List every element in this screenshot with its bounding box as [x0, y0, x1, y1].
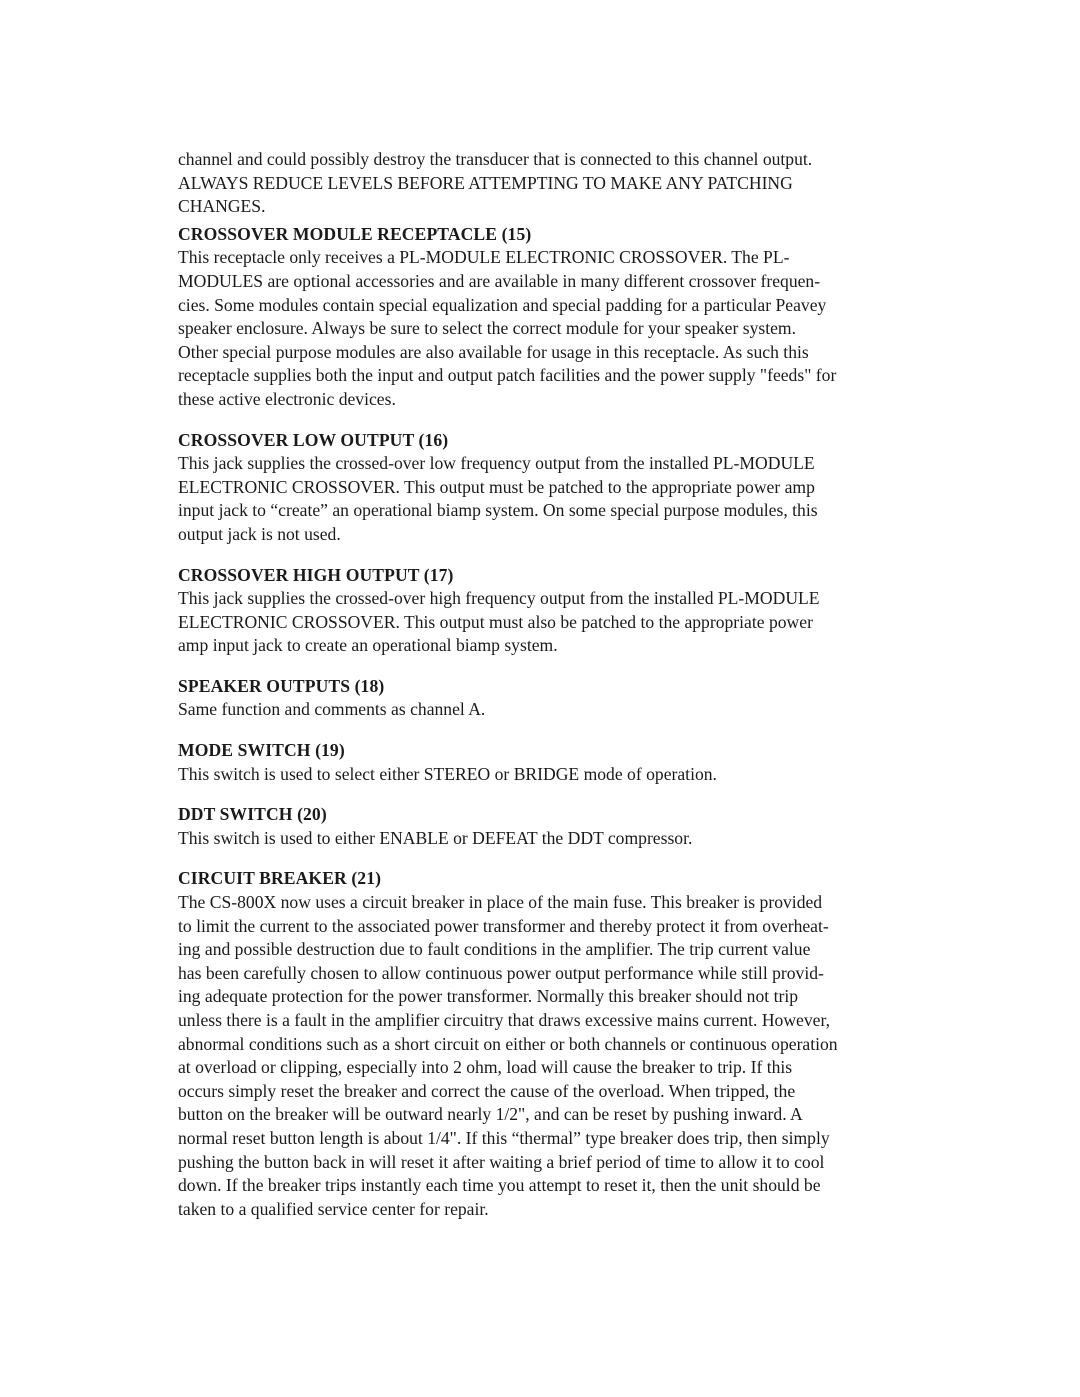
text-line: speaker enclosure. Always be sure to select the correct module for your speaker system. [178, 318, 797, 339]
section-heading: DDT SWITCH (20) [178, 804, 327, 825]
text-line: taken to a qualified service center for repair. [178, 1198, 489, 1219]
text-line: ELECTRONIC CROSSOVER. This output must also be patched to the appropriate power [178, 611, 813, 632]
text-line: receptacle supplies both the input and output patch facilities and the power supply "feeds" for [178, 365, 837, 386]
text-line: input jack to “create” an operational biamp system. On some special purpose modules, this [178, 500, 818, 521]
section-circuit-breaker [178, 867, 923, 1221]
section-heading: MODE SWITCH (19) [178, 740, 345, 761]
text-line: The CS-800X now uses a circuit breaker in place of the main fuse. This breaker is provided [178, 892, 823, 913]
text-line: This jack supplies the crossed-over low frequency output from the installed PL-MODULE [178, 453, 815, 474]
text-line: CHANGES. [178, 196, 266, 217]
text-line: abnormal conditions such as a short circuit on either or both channels or continuous operation [178, 1033, 838, 1054]
text-line: ALWAYS REDUCE LEVELS BEFORE ATTEMPTING TO MAKE ANY PATCHING [178, 172, 793, 193]
text-line: ELECTRONIC CROSSOVER. This output must be patched to the appropriate power amp [178, 476, 815, 497]
text-line: ing adequate protection for the power transformer. Normally this breaker should not trip [178, 986, 798, 1007]
section-mode-switch [178, 739, 923, 786]
text-line: has been carefully chosen to allow continuous power output performance while still provid- [178, 962, 824, 983]
section-heading: CIRCUIT BREAKER (21) [178, 868, 382, 889]
text-line: This jack supplies the crossed-over high frequency output from the installed PL-MODULE [178, 588, 820, 609]
text-line: button on the breaker will be outward nearly 1/2", and can be reset by pushing inward. A [178, 1104, 803, 1125]
text-line: channel and could possibly destroy the transducer that is connected to this channel output. [178, 149, 813, 169]
text-line: to limit the current to the associated power transformer and thereby protect it from overheat- [178, 915, 829, 936]
text-line: normal reset button length is about 1/4". If this “thermal” type breaker does trip, then simply [178, 1127, 830, 1148]
text-line: Other special purpose modules are also available for usage in this receptacle. As such this [178, 341, 809, 362]
text-line: occurs simply reset the breaker and correct the cause of the overload. When tripped, the [178, 1080, 796, 1101]
text-line: these active electronic devices. [178, 388, 396, 409]
section-speaker-outputs [178, 675, 923, 722]
text-line: This switch is used to select either STEREO or BRIDGE mode of operation. [178, 763, 717, 784]
text-line: unless there is a fault in the amplifier circuitry that draws excessive mains current. However, [178, 1010, 830, 1030]
text-line: pushing the button back in will reset it after waiting a brief period of time to allow it to cool [178, 1151, 825, 1172]
text-line: MODULES are optional accessories and are available in many different crossover frequen- [178, 270, 821, 291]
text-line: Same function and comments as channel A. [178, 699, 486, 720]
text-line: cies. Some modules contain special equalization and special padding for a particular Peavey [178, 294, 827, 315]
section-ddt-switch [178, 803, 923, 850]
text-line: ing and possible destruction due to fault conditions in the amplifier. The trip current value [178, 939, 811, 960]
intro-paragraph [178, 148, 923, 219]
section-crossover-high-output [178, 564, 923, 658]
text-line: This switch is used to either ENABLE or DEFEAT the DDT compressor. [178, 827, 693, 848]
text-line: at overload or clipping, especially into 2 ohm, load will cause the breaker to trip. If this [178, 1057, 793, 1078]
section-crossover-module-receptacle [178, 223, 923, 412]
section-crossover-low-output [178, 429, 923, 547]
text-line: This receptacle only receives a PL-MODULE ELECTRONIC CROSSOVER. The PL- [178, 247, 790, 268]
document-page [178, 148, 923, 1221]
text-line: amp input jack to create an operational biamp system. [178, 635, 558, 656]
text-line: output jack is not used. [178, 523, 341, 544]
section-heading: CROSSOVER LOW OUTPUT (16) [178, 429, 449, 450]
section-heading: SPEAKER OUTPUTS (18) [178, 675, 385, 696]
section-heading: CROSSOVER MODULE RECEPTACLE (15) [178, 223, 532, 244]
text-line: down. If the breaker trips instantly each time you attempt to reset it, then the unit should be [178, 1175, 821, 1196]
section-heading: CROSSOVER HIGH OUTPUT (17) [178, 564, 454, 585]
